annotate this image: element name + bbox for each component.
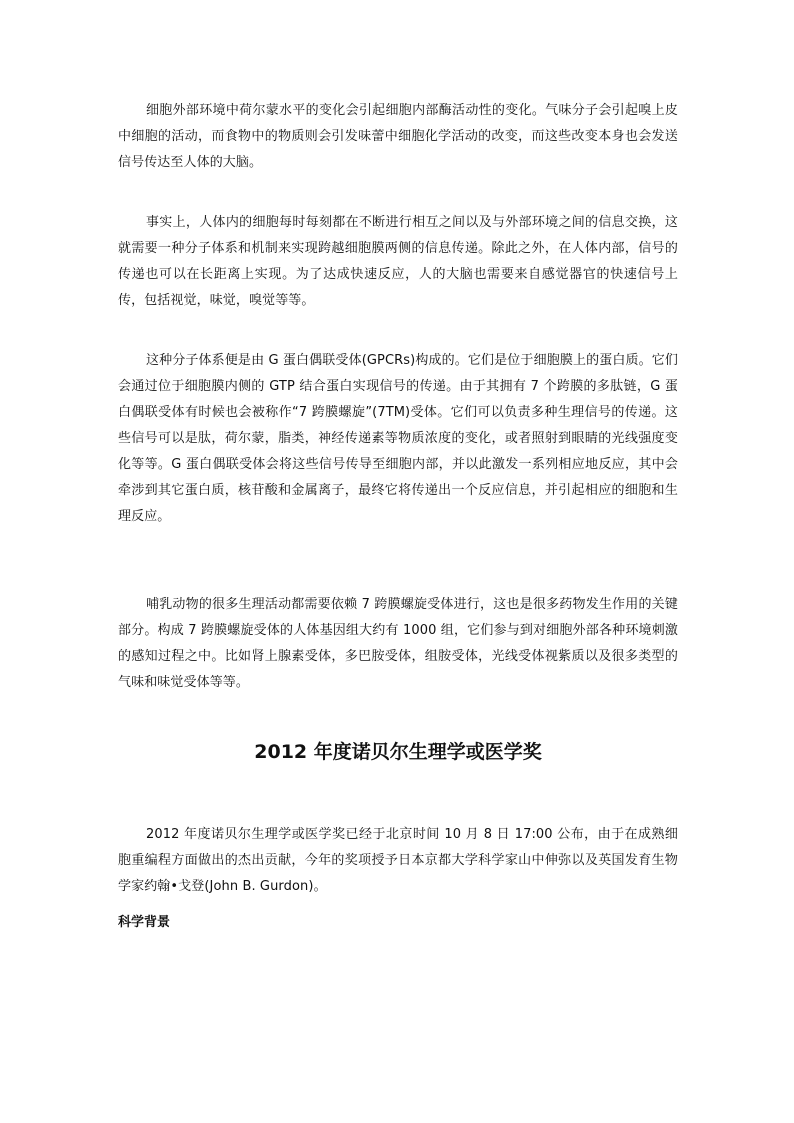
paragraph-gpcr-system: 这种分子体系便是由 G 蛋白偶联受体(GPCRs)构成的。它们是位于细胞膜上的蛋白质。它们会通过位于细胞膜内侧的 GTP 结合蛋白实现信号的传递。由于其拥有 7 个跨膜的多肽链，G 蛋白偶联受体有时候也会被称作“7 跨膜螺旋”(7TM)受体。它们可以负责多种生理信号的传递。这些信号可以是肽，荷尔蒙，脂类，神经传递素等物质浓度的变化，或者照射到眼睛的光线强度变化等等。G 蛋白偶联受体会将这些信号传导至细胞内部，并以此激发一系列相应地反应，其中会牵涉到其它蛋白质，核苷酸和金属离子，最终它将传递出一个反应信息，并引起相应的细胞和生理反应。 — [118, 353, 678, 524]
paragraph-hormone-signals: 细胞外部环境中荷尔蒙水平的变化会引起细胞内部酶活动性的变化。气味分子会引起嗅上皮中细胞的活动，而食物中的物质则会引发味蕾中细胞化学活动的改变，而这些改变本身也会发送信号传达至人体的大脑。 — [118, 103, 678, 170]
paragraph-information-exchange: 事实上，人体内的细胞每时每刻都在不断进行相互之间以及与外部环境之间的信息交换，这就需要一种分子体系和机制来实现跨越细胞膜两侧的信息传递。除此之外，在人体内部，信号的传递也可以在长距离上实现。为了达成快速反应，人的大脑也需要来自感觉器官的快速信号上传，包括视觉，味觉，嗅觉等等。 — [118, 215, 678, 308]
paragraph-nobel-announcement: 2012 年度诺贝尔生理学或医学奖已经于北京时间 10 月 8 日 17:00 公布，由于在成熟细胞重编程方面做出的杰出贡献，今年的奖项授予日本京都大学科学家山中伸弥以及英国发育生物学家约翰•戈登(John B. Gurdon)。 — [118, 827, 678, 894]
section-heading-nobel-2012: 2012 年度诺贝尔生理学或医学奖 — [254, 741, 542, 763]
subheading-scientific-background: 科学背景 — [118, 915, 171, 930]
paragraph-7tm-receptors: 哺乳动物的很多生理活动都需要依赖 7 跨膜螺旋受体进行，这也是很多药物发生作用的关键部分。构成 7 跨膜螺旋受体的人体基因组大约有 1000 组，它们参与到对细胞外部各种环境刺激的感知过程之中。比如肾上腺素受体，多巴胺受体，组胺受体，光线受体视紫质以及很多类型的气味和味觉受体等等。 — [118, 597, 678, 690]
